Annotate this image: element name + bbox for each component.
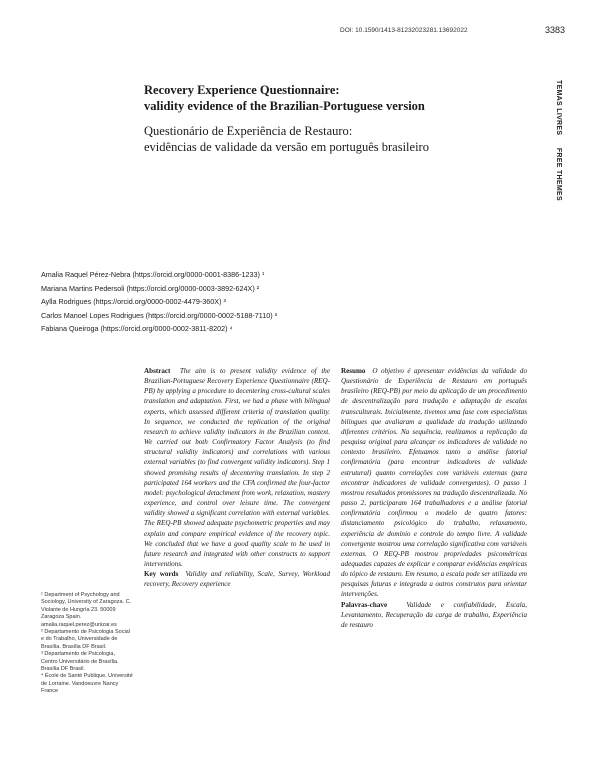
keywords-label: Key words (144, 570, 179, 579)
keywords-text: Validity and reliability, Scale, Survey, Workload recovery, Recovery experience (144, 570, 331, 589)
title-english (144, 82, 474, 114)
abstract-english (144, 366, 330, 589)
abstract-portuguese (341, 366, 527, 630)
affiliation: ¹ Department of Psychology and Sociology, University of Zaragoza. C. Violante de Hungría 23. 50009 Zaragoza Spain. amalia.raquel.perez@unizar.es (41, 592, 132, 628)
author: Aylla Rodrigues (https://orcid.org/0000-0002-4479-360X) ³ (41, 297, 226, 306)
author: Fabiana Queiroga (https://orcid.org/0000-0002-3811-8202) ⁴ (41, 324, 233, 333)
resumo-label: Resumo (341, 367, 366, 375)
palavras-chave-label: Palavras-chave (341, 600, 388, 609)
title-en-line2: validity evidence of the Brazilian-Portuguese version (144, 99, 425, 113)
page-number: 3383 (545, 25, 566, 35)
palavras-chave-text: Validade e confiabilidade, Escala, Levantamento, Recuperação da carga de trabalho, Experiência de restauro (341, 600, 527, 629)
affiliation: ² Departamento de Psicologia Social e do Trabalho, Universidade de Brasília. Brasília DF Brasil. (41, 629, 130, 650)
keywords-paragraph (144, 569, 330, 589)
author: Carlos Manoel Lopes Rodrigues (https://orcid.org/0000-0002-5188-7110) ³ (41, 310, 277, 320)
title-en-line1: Recovery Experience Questionnaire: (144, 83, 340, 97)
section-label-en: FREE THEMES (555, 147, 562, 201)
title-portuguese (144, 124, 484, 155)
title-pt-line1: Questionário de Experiência de Restauro: (144, 124, 353, 138)
resumo-paragraph (341, 366, 527, 600)
author-list (41, 268, 277, 336)
title-pt-line2: evidências de validade da versão em português brasileiro (144, 139, 429, 154)
author: Mariana Martins Pedersoli (https://orcid.org/0000-0003-3892-624X) ² (41, 283, 260, 293)
palavras-chave-paragraph (341, 600, 527, 630)
author: Amalia Raquel Pérez-Nebra (https://orcid.org/0000-0001-8386-1233) ¹ (41, 270, 265, 279)
section-label-pt: TEMAS LIVRES (555, 80, 562, 136)
affiliation: ³ Departamento de Psicologia, Centro Universitário de Brasília. Brasília DF Brasil. (41, 651, 119, 673)
abstract-label: Abstract (144, 367, 171, 375)
resumo-text: O objetivo é apresentar evidências da validade do Questionário de Experiência de Restauro em português brasileiro (REQ-PB) por meio da aplicação de um procedimento de descentralização para tradução e adaptação de escalas transculturais. Inicialmente, tivemos uma fase com especialistas bilíngues que avaliaram a qualidade da tradução utilizando diferentes critérios. Na sequência, realizamos a replicação da pesquisa original para alcançar os indicadores de validade no contexto brasileiro. Efetuamos tanto a análise fatorial confirmatória (para encontrar indicadores de validade estrutural) quanto correlações com variáveis externas (para encontrar indicadores de validade convergentes). O passo 1 mostrou resultados promissores na tradução descentralizada. No passo 2, participaram 164 trabalhadores e a análise fatorial confirmatória confirmou o modelo de quatro fatores: distanciamento psicológico do trabalho, relaxamento, experiência de domínio e controle do tempo livre. A validade convergente mostrou uma correlação significativa com variáveis externas. O REQ-PB mostrou propriedades psicométricas adequadas capazes de explicar e comparar evidências empíricas do tópico de restauro. Em resumo, a escala pode ser utilizada em pesquisas futuras e integrada a outros construtos para orientar intervenções. (341, 367, 528, 599)
affiliations (41, 592, 133, 696)
doi: DOI: 10.1590/1413-81232023281.13692022 (340, 27, 468, 34)
affiliation: ⁴ École de Santé Publique, Université de Lorraine. Vandoeuvre Nancy France (41, 673, 133, 695)
abstract-text: The aim is to present validity evidence of the Brazilian-Portuguese Recovery Experience Questionnaire (REQ-PB) by applying a procedure to decentering cross-cultural scales translation and adaptation. First, we had a phase with bilingual experts, which assessed different criteria of translation quality. In sequence, we conducted the replication of the original research to achieve validity indicators in the Brazilian context. We carried out both Confirmatory Factor Analysis (to find structural validity indicators) and correlations with various external variables (to find convergent validity indicators). Step 1 showed promising results of decentering translation. In step 2 participated 164 workers and the CFA confirmed the four-factor model: psychological detachment from work, relaxation, mastery experience, and control over leisure time. The convergent validity showed a significant correlation with external variables. The REQ-PB showed adequate psychometric properties and may explain and compare empirical evidence of the recovery topic. We concluded that we have a good quality scale to be used in future research and integrated with other constructs to support interventions. (144, 367, 330, 568)
abstract-paragraph (144, 366, 330, 569)
section-label (548, 80, 562, 210)
